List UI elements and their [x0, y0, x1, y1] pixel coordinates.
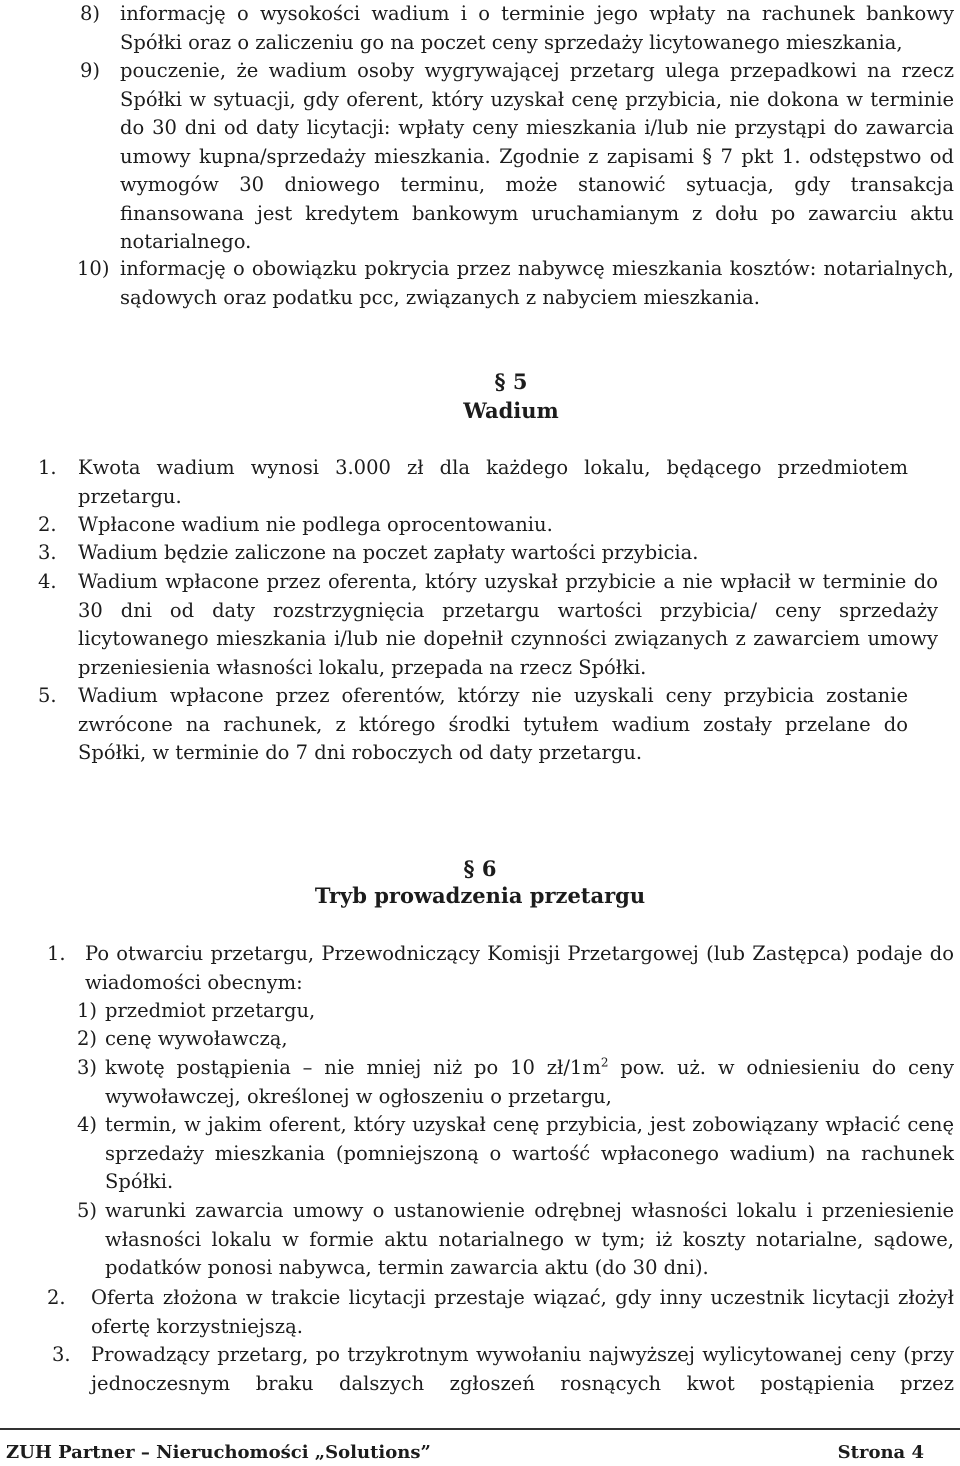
list-item-text: Wpłacone wadium nie podlega oprocentowaniu. — [78, 513, 553, 536]
list-item-number: 2) — [77, 1027, 98, 1050]
list-item-text: Wadium wpłacone przez oferentów, którzy nie uzyskali ceny przybicia zostanie zwrócone na rachunek, z którego środki tytułem wadium zostały przelane do Spółki, w terminie do 7 dni roboczych od daty przetargu. — [78, 684, 908, 764]
list-item-text: Kwota wadium wynosi 3.000 zł dla każdego lokalu, będącego przedmiotem przetargu. — [78, 456, 908, 508]
list-item-text: Oferta złożona w trakcie licytacji przestaje wiązać, gdy inny uczestnik licytacji złożył ofertę korzystniejszą. — [91, 1286, 954, 1338]
sub-list-item — [77, 1054, 954, 1111]
sub-list-item — [77, 1197, 954, 1283]
list-item — [38, 511, 908, 540]
list-item-text: Prowadzący przetarg, po trzykrotnym wywołaniu najwyższej wylicytowanej ceny (przy jednoczesnym braku dalszych zgłoszeń rosnących kwot postąpienia przez — [91, 1343, 954, 1395]
list-item-text: Wadium wpłacone przez oferenta, który uzyskał przybicie a nie wpłacił w terminie do 30 dni od daty rozstrzygnięcia przetargu wartości przybicia/ ceny sprzedaży licytowanego mieszkania i/lub nie dopełnił czynności związanych z zawarciem umowy przeniesienia własności lokalu, przepada na rzecz Spółki. — [78, 570, 938, 679]
list-item — [80, 0, 954, 57]
list-item — [52, 1341, 954, 1398]
list-item-text: informację o wysokości wadium i o terminie jego wpłaty na rachunek bankowy Spółki oraz o zaliczeniu go na poczet ceny sprzedaży licytowanego mieszkania, — [120, 2, 954, 54]
list-item-number: 3. — [38, 541, 57, 564]
section-5-title: Wadium — [463, 398, 559, 423]
list-item-number: 5. — [38, 684, 57, 707]
text-part: pow. uż. w odniesieniu do ceny wywoławczej, określonej w ogłoszeniu o przetargu, — [105, 1056, 954, 1108]
section-6-symbol: § 6 — [463, 856, 497, 881]
sub-list-item — [77, 1111, 954, 1197]
list-item-number: 4) — [77, 1113, 98, 1136]
list-item-text: termin, w jakim oferent, który uzyskał cenę przybicia, jest zobowiązany wpłacić cenę sprzedaży mieszkania (pomniejszoną o wartość wpłaconego wadium) na rachunek Spółki. — [105, 1113, 954, 1193]
section-5-symbol: § 5 — [494, 369, 528, 394]
footer-divider — [0, 1428, 960, 1430]
section-6-title: Tryb prowadzenia przetargu — [314, 883, 646, 908]
superscript: 2 — [600, 1055, 609, 1070]
list-item-text: przedmiot przetargu, — [105, 999, 316, 1022]
text-part: kwotę postąpienia – nie mniej niż po 10 zł/1m — [105, 1056, 601, 1079]
list-item — [47, 1284, 954, 1341]
list-item-text: warunki zawarcia umowy o ustanowienie odrębnej własności lokalu i przeniesienie własności lokalu w formie aktu notarialnego w tym; iż koszty notarialne, sądowe, podatków ponosi nabywca, termin zawarcia aktu (do 30 dni). — [105, 1199, 954, 1279]
footer-page-number: Strona 4 — [837, 1442, 924, 1463]
sub-list-item — [77, 997, 954, 1026]
list-item-text: pouczenie, że wadium osoby wygrywającej przetarg ulega przepadkowi na rzecz Spółki w sytuacji, gdy oferent, który uzyskał cenę przybicia, nie dokona w terminie do 30 dni od daty licytacji: wpłaty ceny mieszkania i/lub nie przystąpi do zawarcia umowy kupna/sprzedaży mieszkania. Zgodnie z zapisami § 7 pkt 1. odstępstwo od wymogów 30 dniowego terminu, może stanowić sytuacja, gdy transakcja finansowana jest kredytem bankowym uruchamianym z dołu po zawarciu aktu notarialnego. — [120, 59, 954, 253]
list-item-number: 1) — [77, 999, 98, 1022]
list-item-text: cenę wywoławczą, — [105, 1027, 288, 1050]
list-item — [38, 568, 938, 682]
list-item — [77, 255, 954, 312]
list-item-text: Po otwarciu przetargu, Przewodniczący Komisji Przetargowej (lub Zastępca) podaje do wiadomości obecnym: — [85, 942, 954, 994]
list-item-text — [105, 1054, 954, 1111]
list-item-number: 3. — [52, 1343, 71, 1366]
list-item-number: 9) — [80, 59, 101, 82]
list-item-number: 3) — [77, 1056, 98, 1079]
list-item — [38, 454, 908, 511]
list-item-text: Wadium będzie zaliczone na poczet zapłaty wartości przybicia. — [78, 541, 699, 564]
footer-left: ZUH Partner – Nieruchomości „Solutions” — [6, 1442, 431, 1463]
list-item — [80, 57, 954, 257]
list-item — [38, 682, 908, 768]
list-item-text: informację o obowiązku pokrycia przez nabywcę mieszkania kosztów: notarialnych, sądowych oraz podatku pcc, związanych z nabyciem mieszkania. — [120, 257, 954, 309]
list-item — [38, 539, 908, 568]
list-item-number: 10) — [77, 257, 110, 280]
list-item-number: 1. — [38, 456, 57, 479]
list-item — [47, 940, 954, 997]
list-item-number: 4. — [38, 570, 57, 593]
sub-list-item — [77, 1025, 954, 1054]
list-item-number: 8) — [80, 2, 101, 25]
list-item-number: 2. — [38, 513, 57, 536]
list-item-number: 1. — [47, 942, 66, 965]
list-item-number: 2. — [47, 1286, 66, 1309]
list-item-number: 5) — [77, 1199, 98, 1222]
